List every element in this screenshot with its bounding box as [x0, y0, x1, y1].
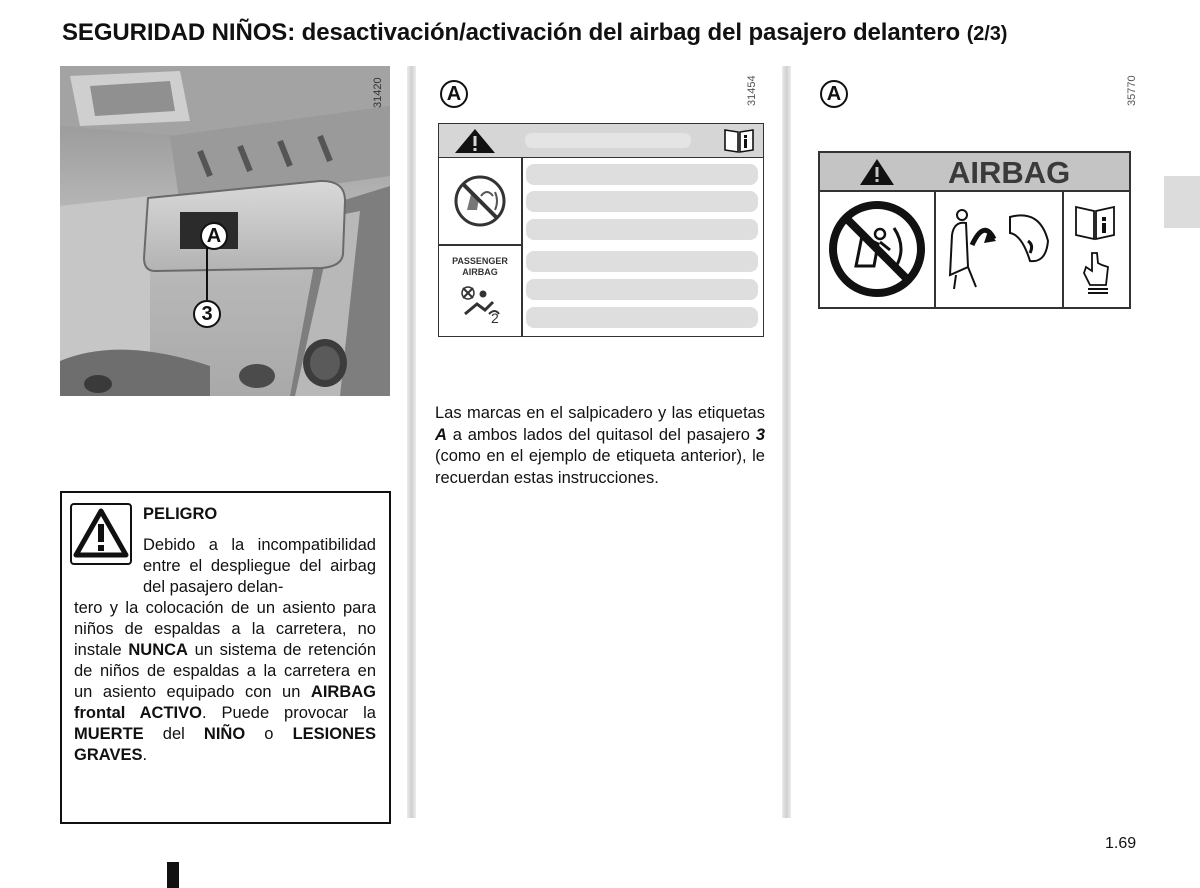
paragraph-segment: Las marcas en el salpicadero y las etiquetas [435, 404, 765, 422]
paragraph-segment: (como en el ejemplo de etiqueta anterior), le recuerdan estas instrucciones. [435, 447, 765, 487]
label-divider [521, 158, 523, 336]
label-ref-number: 35770 [1126, 75, 1138, 106]
danger-text-emphasis: AIRBAG frontal ACTIVO [74, 683, 376, 722]
page-title [62, 19, 1007, 47]
label-a-marker: A [440, 80, 468, 108]
page-marker-bar [167, 862, 179, 888]
danger-text-segment: . [142, 746, 148, 764]
danger-text-emphasis: LESIONES GRAVES [74, 725, 376, 764]
airbag-off-icon [459, 284, 503, 329]
airbag-heading: AIRBAG [948, 155, 1071, 190]
photo-ref-number: 31420 [372, 77, 384, 108]
paragraph-emphasis: A [435, 425, 447, 444]
danger-text-segment: del [143, 725, 204, 743]
label-divider [1062, 192, 1064, 307]
paragraph-segment: a ambos lados del quitasol del pasajero [446, 425, 756, 444]
warning-triangle-icon [453, 127, 497, 160]
danger-text-emphasis: NIÑO [203, 725, 246, 743]
danger-text-emphasis: NUNCA [128, 641, 188, 659]
label-ref-number: 31454 [746, 75, 758, 106]
no-child-seat-icon [828, 200, 926, 303]
danger-text-emphasis: MUERTE [74, 725, 144, 743]
label-text-placeholder [526, 251, 758, 272]
danger-text-segment: o [245, 725, 293, 743]
label-explanation-text [435, 403, 765, 489]
danger-text-body [74, 598, 376, 766]
label-text-placeholder [526, 191, 758, 212]
warning-triangle-icon [858, 157, 896, 192]
section-tab [1164, 176, 1200, 228]
label-text-placeholder [526, 164, 758, 185]
danger-title: PELIGRO [143, 505, 218, 523]
danger-text-segment: tero y la colocación de un asiento para niños de espaldas a la carretera, no instale [74, 599, 376, 659]
sun-visor-photo [60, 66, 390, 396]
no-rear-facing-seat-icon [453, 174, 507, 233]
label-text-placeholder [526, 219, 758, 240]
header-placeholder-bar [525, 133, 691, 148]
warning-triangle-icon [70, 503, 132, 570]
column-separator [782, 66, 791, 818]
label-text-placeholder [526, 307, 758, 328]
sun-visor-marker: 3 [193, 300, 221, 328]
paragraph-emphasis: 3 [755, 425, 765, 444]
passenger-airbag-text-line1: PASSENGER [452, 256, 508, 266]
airbag-warning-label [818, 151, 1131, 309]
passenger-airbag-text-line2: AIRBAG [462, 267, 498, 277]
title-main: SEGURIDAD NIÑOS: desactivación/activación del airbag del pasajero delantero [62, 19, 961, 46]
airbag-label-diagram [438, 123, 764, 337]
danger-text-intro: Debido a la incompatibilidad entre el despliegue del airbag del pasajero delan- [143, 536, 376, 596]
danger-text-segment: un sistema de retención de niños de espaldas a la carretera en un asiento equipado con un [74, 641, 376, 701]
label-divider [934, 192, 936, 307]
danger-text-segment: . Puede provocar la [201, 704, 376, 722]
page-number: 1.69 [1105, 835, 1137, 852]
manual-book-icon [723, 127, 755, 159]
airbag-deploy-icon [944, 205, 1054, 298]
label-a-marker: A [820, 80, 848, 108]
manual-info-icon [1074, 203, 1118, 304]
label-a-marker: A [200, 222, 228, 250]
label-divider [439, 244, 521, 246]
label-text-placeholder [526, 279, 758, 300]
title-part: (2/3) [966, 23, 1008, 45]
column-separator [407, 66, 416, 818]
svg-text:2: 2 [491, 310, 499, 324]
